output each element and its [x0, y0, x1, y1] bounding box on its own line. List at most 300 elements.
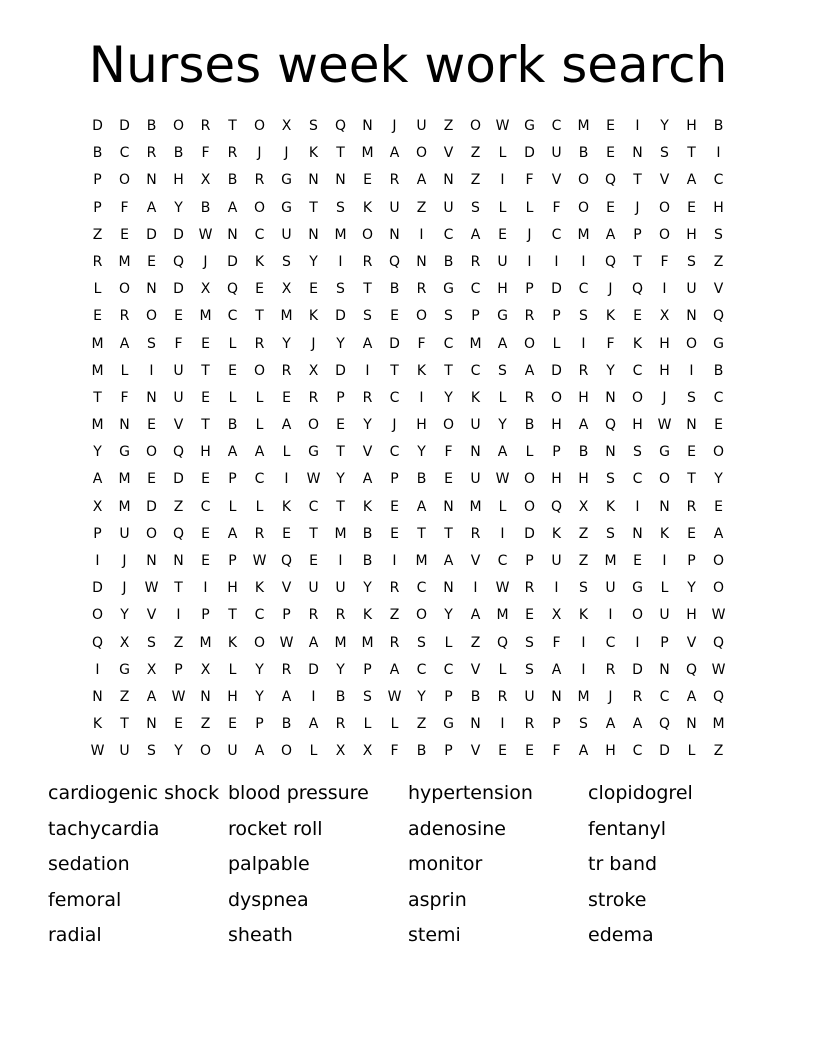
grid-letter: Z [416, 716, 427, 733]
grid-letter: B [713, 362, 724, 379]
grid-letter: W [495, 471, 510, 488]
grid-letter: D [92, 118, 103, 134]
grid-letter: N [470, 444, 481, 461]
grid-letter: H [578, 471, 589, 488]
page-title: Nurses week work search [88, 36, 728, 94]
grid-letter: O [523, 498, 536, 515]
grid-letter: E [606, 118, 615, 134]
grid-letter: E [633, 553, 642, 569]
grid-letter: A [362, 335, 373, 352]
grid-letter: B [416, 743, 427, 760]
grid-letter: P [93, 199, 102, 216]
grid-letter: L [228, 498, 237, 515]
grid-letter: U [119, 743, 130, 760]
grid-letter: M [334, 634, 347, 651]
grid-letter: Y [336, 335, 345, 352]
grid-letter: O [415, 607, 428, 624]
grid-letter: D [173, 226, 184, 243]
grid-letter: U [443, 199, 454, 216]
grid-letter: T [201, 362, 210, 379]
grid-letter: X [92, 498, 103, 515]
grid-letter: E [714, 498, 723, 515]
grid-letter: U [497, 253, 508, 270]
grid-letter: U [173, 362, 184, 379]
grid-letter: R [470, 253, 481, 270]
grid-letter: E [390, 498, 399, 515]
grid-letter: V [146, 607, 157, 624]
grid-letter: J [662, 389, 667, 406]
grid-letter: Z [389, 607, 400, 624]
grid-letter: J [311, 335, 316, 352]
grid-letter: K [416, 362, 427, 379]
grid-letter: S [633, 444, 642, 461]
grid-letter: E [309, 553, 318, 569]
grid-letter: T [120, 716, 129, 733]
grid-letter: N [389, 226, 400, 243]
grid-letter: T [633, 253, 642, 270]
grid-letter: K [308, 145, 319, 162]
grid-letter: D [173, 471, 184, 488]
grid-letter: H [659, 335, 670, 352]
grid-letter: A [470, 607, 481, 624]
grid-letter: C [632, 743, 643, 760]
grid-letter: C [254, 607, 265, 624]
grid-letter: D [551, 362, 562, 379]
grid-letter: N [335, 172, 346, 189]
grid-letter: H [416, 417, 427, 434]
grid-letter: R [524, 308, 535, 325]
grid-letter: H [686, 226, 697, 243]
grid-letter: M [199, 308, 212, 325]
grid-letter: A [146, 688, 157, 705]
grid-letter: A [308, 716, 319, 733]
grid-letter: X [308, 362, 319, 379]
grid-letter: Y [255, 661, 264, 678]
grid-letter: E [201, 335, 210, 352]
grid-letter: T [201, 417, 210, 434]
grid-letter: S [714, 226, 723, 243]
grid-letter: G [443, 281, 454, 298]
grid-letter: P [444, 743, 453, 760]
grid-letter: R [362, 389, 373, 406]
grid-letter: A [551, 661, 562, 678]
grid-letter: V [713, 281, 724, 298]
grid-letter: E [606, 199, 615, 216]
grid-letter: H [551, 417, 562, 434]
grid-letter: F [525, 172, 534, 189]
grid-letter: J [257, 145, 262, 162]
grid-letter: T [687, 471, 696, 488]
grid-letter: V [470, 553, 481, 569]
grid-letter: U [335, 580, 346, 597]
grid-letter: O [658, 226, 671, 243]
grid-letter: T [687, 145, 696, 162]
grid-letter: A [713, 525, 724, 542]
grid-letter: F [606, 335, 615, 352]
grid-letter: O [118, 172, 131, 189]
grid-letter: G [308, 444, 319, 461]
grid-letter: D [227, 253, 238, 270]
grid-letter: X [200, 281, 211, 298]
grid-letter: E [255, 281, 264, 298]
grid-letter: M [280, 308, 293, 325]
grid-letter: T [228, 118, 237, 134]
grid-letter: P [282, 607, 291, 624]
grid-letter: U [605, 580, 616, 597]
grid-letter: T [336, 444, 345, 461]
grid-letter: E [201, 389, 210, 406]
grid-letter: Z [173, 634, 184, 651]
grid-letter: S [498, 362, 507, 379]
grid-letter: S [525, 634, 534, 651]
grid-letter: B [578, 444, 589, 461]
grid-letter: C [632, 362, 643, 379]
grid-letter: E [228, 716, 237, 733]
grid-letter: B [281, 716, 292, 733]
grid-letter: B [470, 688, 481, 705]
grid-letter: S [147, 634, 156, 651]
grid-letter: S [606, 525, 615, 542]
grid-letter: I [473, 580, 478, 597]
grid-letter: A [227, 525, 238, 542]
grid-letter: R [92, 253, 103, 270]
grid-letter: J [284, 145, 289, 162]
grid-letter: A [308, 634, 319, 651]
grid-letter: I [203, 580, 208, 597]
grid-letter: T [444, 525, 453, 542]
grid-letter: L [498, 145, 507, 162]
grid-letter: K [578, 607, 589, 624]
grid-letter: U [281, 226, 292, 243]
grid-letter: A [605, 716, 616, 733]
grid-letter: N [686, 716, 697, 733]
grid-letter: Q [658, 716, 671, 733]
grid-letter: R [389, 580, 400, 597]
grid-letter: S [147, 743, 156, 760]
grid-letter: O [631, 607, 644, 624]
grid-letter: S [579, 308, 588, 325]
grid-letter: I [581, 634, 586, 651]
grid-letter: I [365, 362, 370, 379]
grid-letter: O [253, 199, 266, 216]
grid-letter: I [662, 553, 667, 569]
grid-letter: K [632, 335, 643, 352]
grid-letter: O [145, 444, 158, 461]
grid-letter: Z [713, 253, 724, 270]
grid-letter: E [174, 716, 183, 733]
grid-letter: J [122, 580, 127, 597]
grid-letter: Q [550, 498, 563, 515]
word-list-item: clopidogrel [588, 782, 693, 804]
grid-letter: E [282, 525, 291, 542]
grid-letter: T [363, 281, 372, 298]
grid-letter: G [281, 199, 292, 216]
word-list-item: edema [588, 924, 654, 947]
grid-letter: A [416, 172, 427, 189]
grid-letter: S [660, 145, 669, 162]
grid-letter: K [362, 607, 373, 624]
grid-letter: A [227, 199, 238, 216]
grid-letter: Z [578, 553, 589, 569]
grid-letter: Z [443, 118, 454, 134]
grid-letter: X [578, 498, 589, 515]
grid-letter: G [524, 118, 535, 134]
grid-letter: A [470, 226, 481, 243]
grid-letter: F [120, 389, 129, 406]
grid-letter: Y [120, 607, 129, 624]
grid-letter: E [498, 226, 507, 243]
grid-letter: E [282, 389, 291, 406]
grid-letter: P [93, 525, 102, 542]
grid-letter: C [254, 226, 265, 243]
grid-letter: O [361, 226, 374, 243]
grid-letter: J [527, 226, 532, 243]
grid-letter: K [362, 199, 373, 216]
grid-letter: K [470, 389, 481, 406]
grid-letter: N [686, 308, 697, 325]
grid-letter: P [552, 444, 561, 461]
grid-letter: Z [200, 716, 211, 733]
grid-letter: V [686, 634, 697, 651]
grid-letter: W [171, 688, 186, 705]
grid-letter: L [228, 389, 237, 406]
grid-letter: S [687, 253, 696, 270]
grid-letter: I [635, 498, 640, 515]
grid-letter: E [606, 145, 615, 162]
grid-letter: K [551, 525, 562, 542]
grid-letter: X [119, 634, 130, 651]
grid-letter: E [633, 308, 642, 325]
grid-letter: H [578, 389, 589, 406]
grid-letter: W [657, 417, 672, 434]
grid-letter: O [577, 172, 590, 189]
grid-letter: H [227, 580, 238, 597]
grid-letter: A [443, 553, 454, 569]
grid-letter: S [309, 118, 318, 134]
grid-letter: L [255, 389, 264, 406]
grid-letter: T [444, 362, 453, 379]
grid-letter: I [419, 389, 424, 406]
grid-letter: A [146, 199, 157, 216]
grid-letter: D [335, 362, 346, 379]
grid-letter: Y [687, 580, 696, 597]
grid-letter: J [608, 688, 613, 705]
grid-letter: Z [470, 172, 481, 189]
grid-letter: M [91, 362, 104, 379]
grid-letter: W [711, 607, 726, 624]
grid-letter: Z [470, 145, 481, 162]
grid-letter: Q [226, 281, 239, 298]
grid-letter: I [608, 607, 613, 624]
word-list-item: tr band [588, 853, 658, 876]
grid-letter: P [660, 634, 669, 651]
grid-letter: D [632, 661, 643, 678]
grid-letter: S [687, 389, 696, 406]
grid-letter: M [469, 498, 482, 515]
grid-letter: E [714, 417, 723, 434]
grid-letter: E [201, 525, 210, 542]
grid-letter: O [712, 580, 725, 597]
grid-letter: Q [604, 253, 617, 270]
grid-letter: H [713, 199, 724, 216]
word-list-item: adenosine [408, 817, 506, 840]
grid-letter: I [95, 553, 100, 569]
grid-letter: A [281, 417, 292, 434]
grid-letter: P [336, 389, 345, 406]
grid-letter: C [416, 661, 427, 678]
grid-letter: Y [336, 471, 345, 488]
grid-letter: A [362, 471, 373, 488]
grid-letter: B [362, 525, 373, 542]
grid-letter: U [659, 607, 670, 624]
grid-letter: B [362, 553, 373, 569]
grid-letter: E [363, 172, 372, 189]
grid-letter: O [469, 118, 482, 134]
grid-letter: A [497, 335, 508, 352]
grid-letter: Q [604, 172, 617, 189]
grid-letter: Y [336, 661, 345, 678]
grid-letter: A [254, 444, 265, 461]
grid-letter: H [497, 281, 508, 298]
grid-letter: O [253, 362, 266, 379]
grid-letter: P [552, 308, 561, 325]
grid-letter: U [119, 525, 130, 542]
grid-letter: Y [255, 688, 264, 705]
grid-letter: N [686, 417, 697, 434]
grid-letter: B [713, 118, 724, 134]
grid-letter: C [632, 471, 643, 488]
grid-letter: O [658, 199, 671, 216]
word-list-item: stroke [588, 888, 647, 911]
grid-letter: G [119, 661, 130, 678]
grid-letter: A [497, 444, 508, 461]
grid-letter: C [389, 389, 400, 406]
grid-letter: P [201, 607, 210, 624]
grid-letter: C [200, 498, 211, 515]
grid-letter: F [660, 253, 669, 270]
grid-letter: W [306, 471, 321, 488]
grid-letter: F [120, 199, 129, 216]
grid-letter: K [362, 498, 373, 515]
grid-letter: C [443, 661, 454, 678]
grid-letter: E [687, 525, 696, 542]
grid-letter: S [363, 688, 372, 705]
grid-letter: E [147, 471, 156, 488]
grid-letter: I [689, 362, 694, 379]
grid-letter: X [200, 661, 211, 678]
grid-letter: L [552, 335, 561, 352]
grid-letter: A [254, 743, 265, 760]
grid-letter: A [686, 688, 697, 705]
grid-letter: B [146, 118, 157, 134]
grid-letter: A [227, 444, 238, 461]
grid-letter: V [659, 172, 670, 189]
grid-letter: E [201, 553, 210, 569]
grid-letter: A [416, 498, 427, 515]
word-list-item: dyspnea [228, 888, 309, 911]
grid-letter: E [147, 417, 156, 434]
grid-letter: F [552, 199, 561, 216]
grid-letter: J [392, 118, 397, 134]
grid-letter: Q [172, 525, 185, 542]
grid-letter: F [552, 743, 561, 760]
word-list-item: palpable [228, 853, 310, 876]
grid-letter: I [581, 661, 586, 678]
grid-letter: G [119, 444, 130, 461]
grid-letter: Y [444, 607, 453, 624]
grid-letter: L [120, 362, 129, 379]
grid-letter: H [173, 172, 184, 189]
grid-letter: N [146, 553, 157, 569]
grid-letter: A [578, 743, 589, 760]
grid-letter: U [470, 471, 481, 488]
grid-letter: P [363, 661, 372, 678]
grid-letter: I [527, 253, 532, 270]
grid-letter: T [228, 607, 237, 624]
grid-letter: Z [713, 743, 724, 760]
grid-letter: M [496, 607, 509, 624]
grid-letter: U [173, 389, 184, 406]
grid-letter: C [470, 281, 481, 298]
grid-letter: B [200, 199, 211, 216]
grid-letter: E [525, 607, 534, 624]
grid-letter: O [415, 145, 428, 162]
grid-letter: S [606, 471, 615, 488]
grid-letter: M [712, 716, 725, 733]
grid-letter: C [551, 118, 562, 134]
grid-letter: L [498, 199, 507, 216]
grid-letter: B [335, 688, 346, 705]
grid-letter: L [228, 661, 237, 678]
grid-letter: T [633, 172, 642, 189]
grid-letter: A [524, 362, 535, 379]
grid-letter: N [308, 172, 319, 189]
grid-letter: K [281, 498, 292, 515]
grid-letter: Q [712, 308, 725, 325]
grid-letter: W [387, 688, 402, 705]
grid-letter: C [389, 444, 400, 461]
grid-letter: D [308, 661, 319, 678]
grid-letter: H [551, 471, 562, 488]
grid-letter: N [227, 226, 238, 243]
grid-letter: V [362, 444, 373, 461]
grid-letter: E [390, 525, 399, 542]
grid-letter: I [176, 607, 181, 624]
grid-letter: D [146, 226, 157, 243]
grid-letter: R [200, 118, 211, 134]
grid-letter: V [470, 743, 481, 760]
grid-letter: S [579, 580, 588, 597]
grid-letter: R [578, 362, 589, 379]
grid-letter: L [390, 716, 399, 733]
grid-letter: Y [93, 444, 102, 461]
grid-letter: E [174, 308, 183, 325]
grid-letter: T [336, 498, 345, 515]
grid-letter: Y [174, 743, 183, 760]
grid-letter: Q [334, 118, 347, 134]
grid-letter: N [443, 172, 454, 189]
grid-letter: S [363, 308, 372, 325]
word-list-item: hypertension [408, 782, 533, 804]
grid-letter: T [417, 525, 426, 542]
grid-letter: K [605, 498, 616, 515]
grid-letter: N [470, 716, 481, 733]
grid-letter: Q [172, 253, 185, 270]
grid-letter: M [361, 145, 374, 162]
grid-letter: D [659, 743, 670, 760]
grid-letter: L [525, 444, 534, 461]
grid-letter: I [581, 335, 586, 352]
